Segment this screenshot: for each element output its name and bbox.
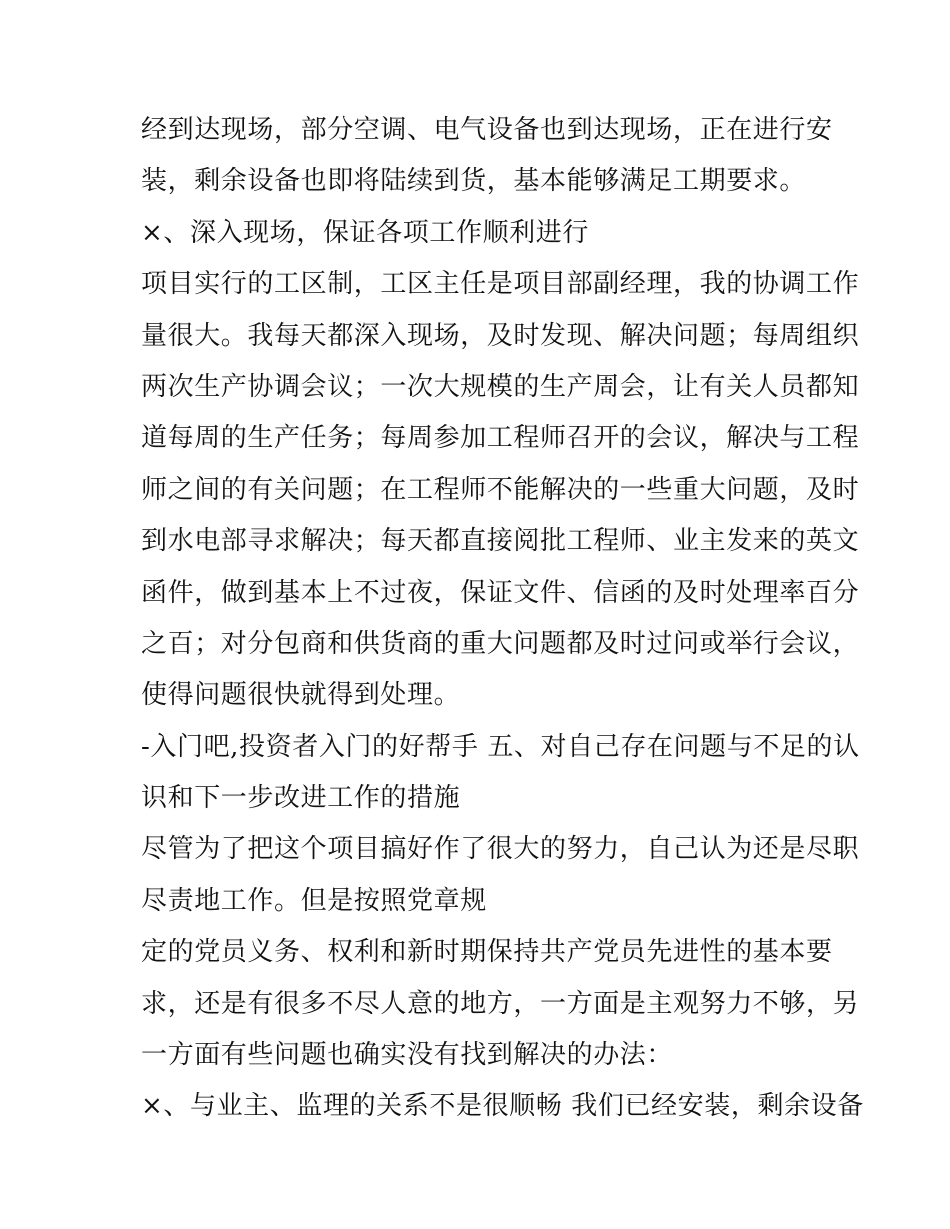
text-line: 到水电部寻求解决；每天都直接阅批工程师、业主发来的英文 xyxy=(141,526,860,557)
text-line: 函件，做到基本上不过夜，保证文件、信函的及时处理率百分 xyxy=(141,577,860,608)
text-line: 一方面有些问题也确实没有找到解决的办法： xyxy=(141,1040,674,1071)
text-line: 项目实行的工区制，工区主任是项目部副经理，我的协调工作 xyxy=(141,269,860,300)
section-heading: ×、深入现场，保证各项工作顺利进行 xyxy=(141,217,589,248)
text-line: 使得问题很快就得到处理。 xyxy=(141,680,461,711)
text-line: 经到达现场，部分空调、电气设备也到达现场，正在进行安 xyxy=(141,115,833,145)
document-body xyxy=(141,110,864,1138)
text-line: 道每周的生产任务；每周参加工程师召开的会议，解决与工程 xyxy=(141,423,860,454)
text-line: 量很大。我每天都深入现场，及时发现、解决问题；每周组织 xyxy=(141,320,860,351)
text-line: 两次生产协调会议；一次大规模的生产周会，让有关人员都知 xyxy=(141,371,860,402)
text-line: 之百；对分包商和供货商的重大问题都及时过问或举行会议， xyxy=(141,628,860,659)
text-line: 装，剩余设备也即将陆续到货，基本能够满足工期要求。 xyxy=(141,166,807,197)
text-line: 识和下一步改进工作的措施 xyxy=(141,783,461,814)
section-heading: ×、与业主、监理的关系不是很顺畅 我们已经安装，剩余设备 xyxy=(141,1091,864,1122)
text-line: 定的党员义务、权利和新时期保持共产党员先进性的基本要 xyxy=(141,937,833,968)
section-heading: -入门吧,投资者入门的好帮手 五、对自己存在问题与不足的认 xyxy=(141,731,860,762)
text-line: 尽管为了把这个项目搞好作了很大的努力，自己认为还是尽职 xyxy=(141,834,860,865)
text-line: 尽责地工作。但是按照党章规 xyxy=(141,885,487,916)
text-line: 师之间的有关问题；在工程师不能解决的一些重大问题，及时 xyxy=(141,474,860,505)
text-line: 求，还是有很多不尽人意的地方，一方面是主观努力不够，另 xyxy=(141,988,860,1019)
